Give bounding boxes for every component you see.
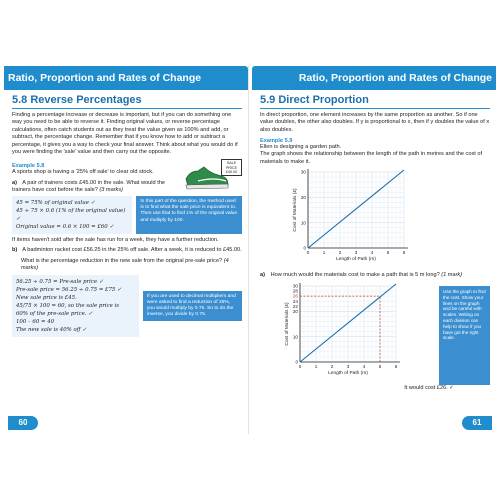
section-title-reverse-percentages: 5.8 Reverse Percentages <box>12 94 242 109</box>
question-a-text: A pair of trainers costs £45.00 in the sale. What would the trainers have cost before the sale? <box>12 179 165 193</box>
work-line: 60% of the pre-sale price. ✓ <box>16 311 93 318</box>
chart-cost-vs-length <box>260 166 490 266</box>
x-tick-label: 4 <box>362 364 366 370</box>
tip-note-b: If you are used to decimal multipliers and were asked to find a reduction of 25%, you would multiply by 0.75. So to do the inverse, you divide by 0.75. <box>143 291 242 322</box>
question-b-text: A badminton racket cost £56.25 in the 25% off sale. After a week, it is reduced to £45.00. <box>22 247 242 254</box>
x-tick-label: 1 <box>322 249 326 255</box>
y-tick-label: 20 <box>300 194 306 200</box>
trainer-illustration <box>184 159 242 193</box>
work-line: 56.25 ÷ 0.75 = Pre-sale price ✓ <box>16 279 104 286</box>
x-tick-label: 3 <box>346 364 350 370</box>
right-page-header: Ratio, Proportion and Rates of Change <box>252 66 496 90</box>
x-axis-label: Length of Path (m) <box>336 256 376 262</box>
x-tick-label: 0 <box>306 249 310 255</box>
intro-paragraph: In direct proportion, one element increases by the same proportion as another. So if one value doubles, the other also doubles. If y is proportional to x, then if y doubles the value of x also doubles. <box>260 112 490 133</box>
graph-1 <box>260 166 490 271</box>
y-tick-label: 20 <box>292 308 298 314</box>
right-page <box>252 66 496 434</box>
y-tick-label: 10 <box>292 334 298 340</box>
x-tick-label: 5 <box>378 364 382 370</box>
graph-2 <box>260 280 435 385</box>
page-number-left: 60 <box>8 416 38 430</box>
question-letter-a: a) <box>12 179 17 186</box>
question-a-marks: (1 mark) <box>441 271 463 278</box>
chart-cost-vs-length-annotated <box>260 280 435 380</box>
question-b-marks: (4 marks) <box>21 257 229 271</box>
question-a-marks: (3 marks) <box>99 186 124 193</box>
x-tick-label: 6 <box>402 249 406 255</box>
work-line: 45/75 × 100 = 60, so the sale price is <box>16 303 120 310</box>
question-a-text: How much would the materials cost to make a path that is 5 m long? <box>270 271 440 278</box>
section-title-direct-proportion: 5.9 Direct Proportion <box>260 94 490 109</box>
y-tick-label: 24 <box>292 298 298 304</box>
work-line: New sale price is £45. <box>16 295 77 302</box>
y-tick-label: 10 <box>300 220 306 226</box>
x-tick-label: 1 <box>314 364 318 370</box>
worked-solution-a <box>12 196 132 234</box>
y-tick-label: 26 <box>292 293 298 299</box>
y-tick-label: 0 <box>295 359 298 365</box>
work-line: 45 = 75% of original value ✓ <box>16 200 96 207</box>
x-tick-label: 2 <box>330 364 334 370</box>
page-number-right: 61 <box>462 416 492 430</box>
example-label: Example 5.9 <box>260 138 293 145</box>
x-tick-label: 0 <box>298 364 302 370</box>
tip-note: Use the graph to find the cost. Show your lines on the graph and be careful with scales. Writing on each division can help to show if you have got the right scale. <box>439 286 490 385</box>
y-tick-label: 30 <box>300 169 306 175</box>
worked-solution-b <box>12 275 139 337</box>
x-axis-label: Length of Path (m) <box>328 371 368 377</box>
intro-paragraph: Finding a percentage increase or decrease is important, but if you can do something one way you need to be able to reverse it. Finding original values, or reverse percentage calculations, often catch students out as they treat the value given as 100% and add, or subtract, the percentage change. Remember that if you know how to add or subtract a percentage, it gives you a way to check your final answer. Think about what you would do if you were finding the 'sale' value and then carry out the opposite. <box>12 112 238 156</box>
work-line: Original value = 0.6 × 100 = £60 ✓ <box>16 224 114 231</box>
x-tick-label: 2 <box>338 249 342 255</box>
y-tick-label: 22 <box>292 303 298 309</box>
tip-note-a: In this part of the question, the method used is to find what the sale price is equivalent to. Then use that to find 1% of the original value and multiply by 100. <box>136 196 242 234</box>
left-page-header: Ratio, Proportion and Rates of Change <box>4 66 248 90</box>
x-tick-label: 5 <box>386 249 390 255</box>
left-page <box>4 66 249 434</box>
x-tick-label: 3 <box>354 249 358 255</box>
question-letter-b: b) <box>12 247 18 254</box>
answer-text: It would cost £26. ✓ <box>404 385 454 392</box>
y-tick-label: 30 <box>292 283 298 289</box>
y-tick-label: 0 <box>303 245 306 251</box>
y-axis-label: Cost of Materials (£) <box>285 302 290 346</box>
sale-price-tag: SALE PRICE £45.00 <box>221 159 242 176</box>
work-line: Pre-sale price = 56.25 ÷ 0.75 = £75 ✓ <box>16 287 122 294</box>
y-axis-label: Cost of Materials (£) <box>293 188 298 232</box>
work-line: The new sale is 40% off ✓ <box>16 327 87 334</box>
question-letter-a: a) <box>260 271 265 278</box>
x-tick-label: 4 <box>370 249 374 255</box>
y-tick-label: 28 <box>292 288 298 294</box>
question-b-text-2: What is the percentage reduction in the new sale from the original pre-sale price? <box>21 257 223 264</box>
work-line: 100 – 60 = 40 <box>16 319 55 326</box>
example-intro: Ellen is designing a garden path. <box>260 144 342 151</box>
example-label: Example 5.8 <box>12 163 45 170</box>
example-intro: A sports shop is having a '25% off sale' to clear old stock. <box>12 169 154 176</box>
x-tick-label: 6 <box>394 364 398 370</box>
example-text: The graph shows the relationship between the length of the path in metres and the cost of materials to make it. <box>260 151 483 165</box>
work-line: 45 ÷ 75 × 0.6 (1% of the original value) ✓ <box>16 208 126 223</box>
further-reduction-text: If items haven't sold after the sale has run for a week, they have a further reduction. <box>12 237 219 244</box>
